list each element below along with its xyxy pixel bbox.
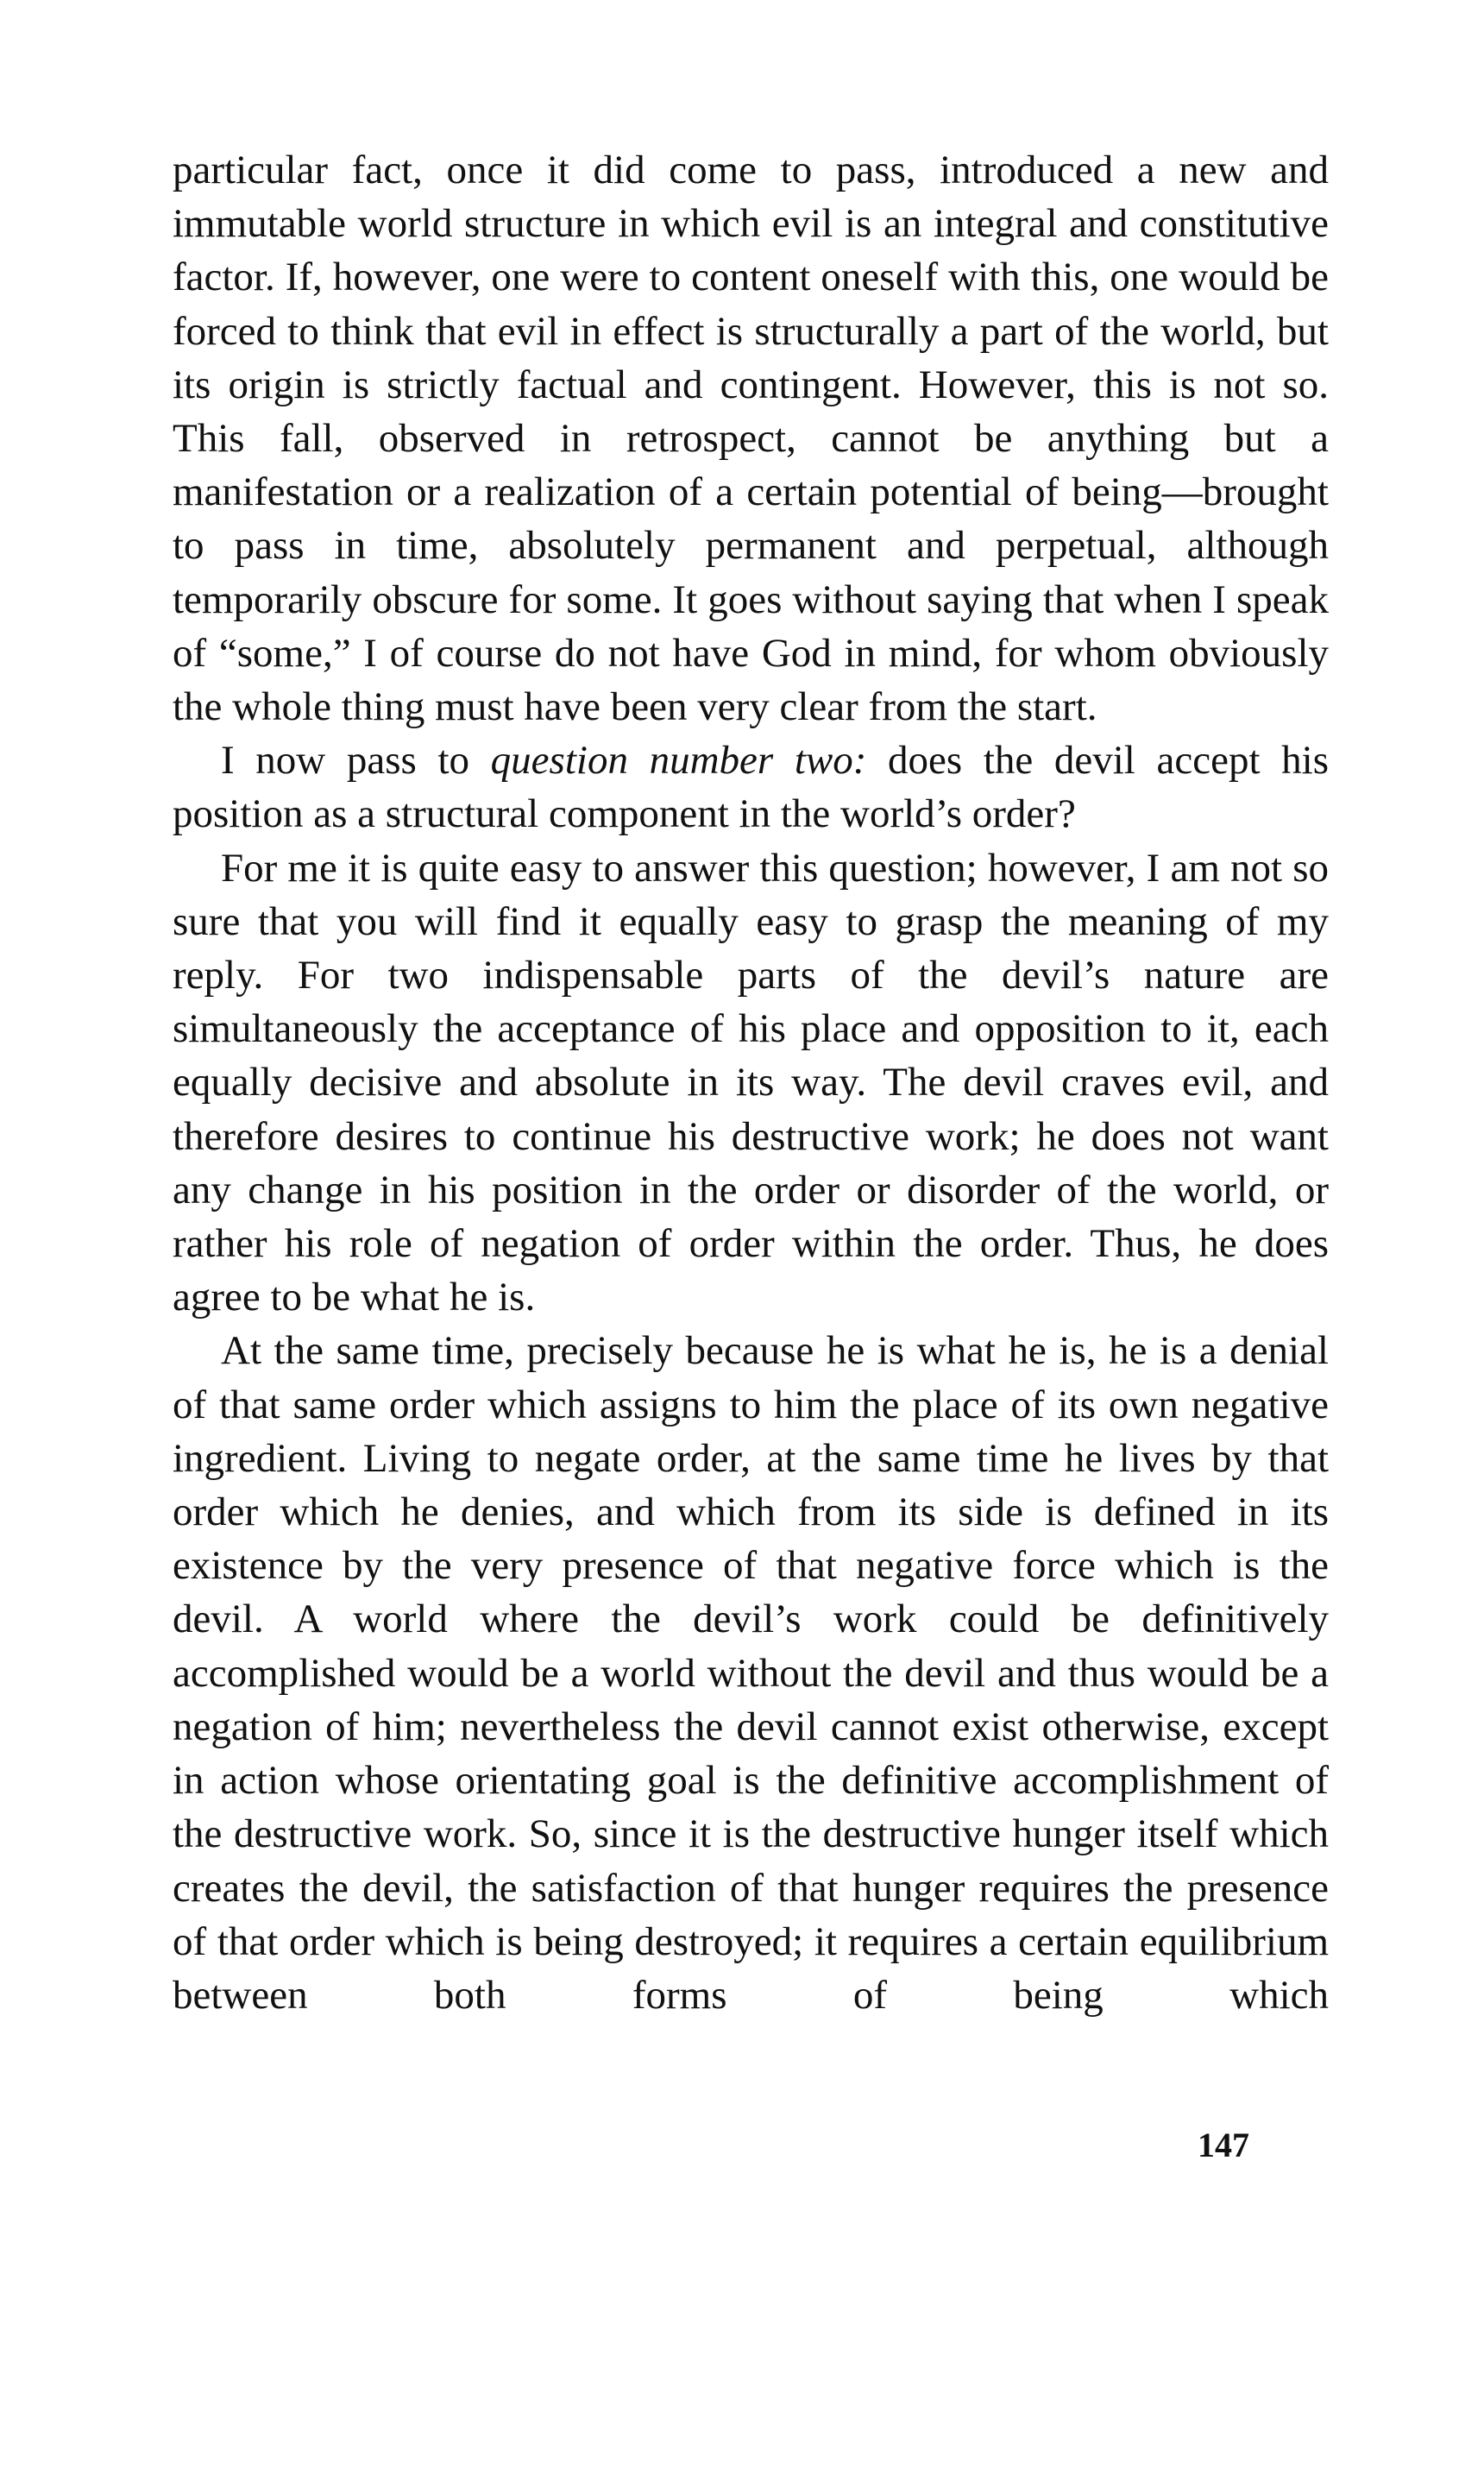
paragraph-2-rest: does the devil accept his position as a structural component in the world’s order? [173, 738, 1330, 837]
page-number: 147 [1198, 2126, 1249, 2164]
paragraph-1: particular fact, once it did come to pass, introduced a new and immutable world structure in which evil is an integral and constitutive factor. If, however, one were to content oneself with this, one would be forced to think that evil in effect is structurally a part of the world, but its origin is strictly factual and contingent. However, this is not so. This fall, observed in retrospect, cannot be anything but a manifestation or a realization of a certain potential of being—brought to pass in time, absolutely permanent and perpetual, although temporarily obscure for some. It goes without saying that when I speak of “some,” I of course do not have God in mind, for whom obviously the whole thing must have been very clear from the start. [173, 148, 1329, 730]
paragraph-4: At the same time, precisely because he is what he is, he is a denial of that same order which assigns to him the place of its own negative ingredient. Living to negate order, at the same time he lives by that order which he denies, and which from its side is defined in its existence by the very presence of that negative force which is the devil. A world where the devil’s work could be definitively accomplished would be a world without the devil and thus would be a negation of him; nevertheless the devil cannot exist otherwise, except in action whose orientating goal is the definitive accomplishment of the destructive work. So, since it is the destructive hunger itself which creates the devil, the satisfaction of that hunger requires the presence of that order which is being destroyed; it requires a certain equilibrium between both forms of being which [173, 1328, 1329, 2018]
paragraph-2-emphasis: question number two: [490, 738, 867, 784]
paragraph-2-lead: I now pass to [221, 738, 491, 784]
paragraph-2 [173, 734, 1329, 841]
paragraph-3: For me it is quite easy to answer this question; however, I am not so sure that you will find it equally easy to grasp the meaning of my reply. For two indispensable parts of the devil’s nature are simultaneously the acceptance of his place and opposition to it, each equally decisive and absolute in its way. The devil craves evil, and therefore desires to continue his destructive work; he does not want any change in his position in the order or disorder of the world, or rather his role of negation of order within the order. Thus, he does agree to be what he is. [173, 845, 1329, 1320]
body-text [173, 143, 1329, 2075]
